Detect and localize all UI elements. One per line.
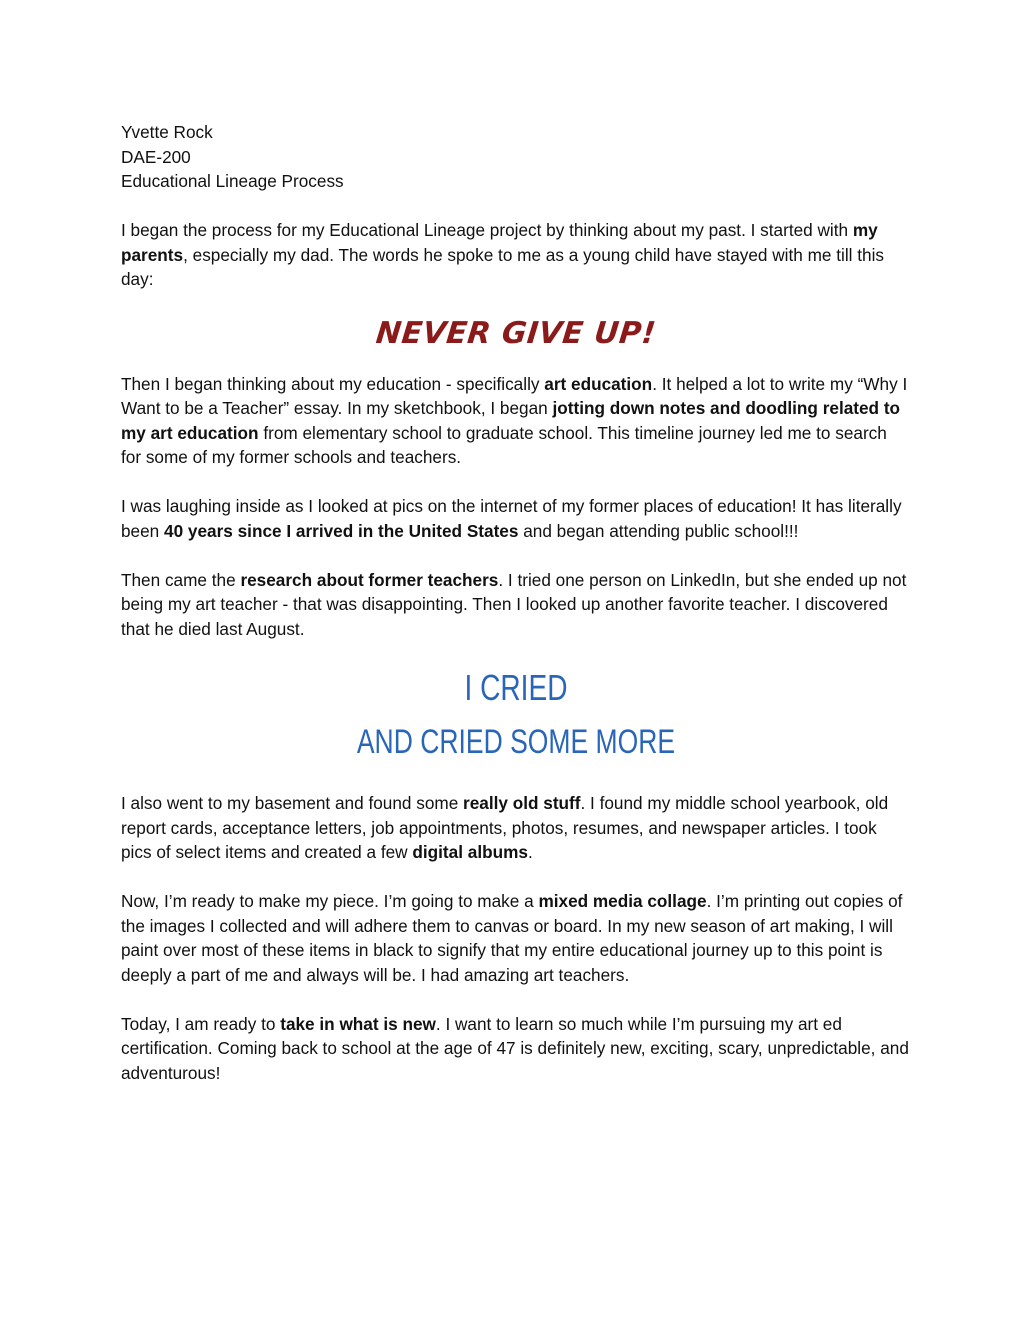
bold-phrase: 40 years since I arrived in the United States <box>164 520 519 541</box>
paragraph-text: I began the process for my Educational Lineage project by thinking about my past. I started with <box>121 220 853 240</box>
bold-phrase: digital albums <box>412 842 528 862</box>
paragraph-text: Then came the <box>121 569 241 590</box>
paragraph-text: from elementary school to graduate school. This timeline journey led me to search for some of my former schools and teachers. <box>121 422 887 467</box>
paragraph-text: . I tried one person on LinkedIn, but she ended up not being my art teacher - that was disappointing. Then I looked up another favorite teacher. I discovered that he died last August. <box>121 569 907 639</box>
course-code: DAE-200 <box>121 146 191 167</box>
paragraph-text: . It helped a lot to write my “Why I Want to be a Teacher” essay. In my sketchbook, I began <box>121 373 908 418</box>
paragraph-text: . <box>527 842 533 862</box>
paragraph-laughing <box>121 494 911 543</box>
bold-phrase: mixed media collage <box>538 891 707 911</box>
paragraph-text: Then I began thinking about my education - specifically <box>121 373 545 394</box>
paragraph-text: and began attending public school!!! <box>518 520 799 541</box>
paragraph-text: , especially my dad. The words he spoke to me as a young child have stayed with me till this day: <box>121 244 884 289</box>
bold-phrase: jotting down notes and doodling related to my art education <box>121 398 901 443</box>
paragraph-text: . I’m printing out copies of the images I collected and will adhere them to canvas or board. In my new season of art making, I will paint over most of these items in black to signify that my entire educational journey up to this point is deeply a part of me and always will be. I had amazing art teachers. <box>121 891 903 985</box>
paragraph-art-education <box>121 372 911 470</box>
paragraph-collage <box>121 889 911 987</box>
paragraph-parents <box>121 218 911 292</box>
paragraph-text: . I want to learn so much while I’m pursuing my art ed certification. Coming back to school at the age of 47 is definitely new, exciting, scary, unpredictable, and adventurous! <box>121 1013 909 1083</box>
paragraph-basement <box>121 791 911 865</box>
callout-never-give-up: NEVER GIVE UP! <box>374 315 658 351</box>
document-title: Educational Lineage Process <box>121 171 344 191</box>
callout-line-2: AND CRIED SOME MORE <box>356 723 676 761</box>
bold-phrase: research about former teachers <box>240 569 499 590</box>
paragraph-text: I was laughing inside as I looked at pics on the internet of my former places of education! It has literally been <box>121 496 902 541</box>
bold-phrase: my parents <box>121 220 878 265</box>
bold-phrase: really old stuff <box>463 793 581 813</box>
bold-phrase: take in what is new <box>280 1013 436 1034</box>
callout-line-1: I CRIED <box>464 667 568 708</box>
paragraph-text: . I found my middle school yearbook, old report cards, acceptance letters, job appointments, photos, resumes, and newspaper articles. I took pics of select items and created a few <box>121 793 889 862</box>
document-page <box>121 120 911 1085</box>
author-name: Yvette Rock <box>121 122 213 142</box>
callout-i-cried <box>121 661 911 769</box>
paragraph-text: Today, I am ready to <box>121 1013 281 1034</box>
paragraph-today <box>121 1012 911 1086</box>
paragraph-text: Now, I’m ready to make my piece. I’m going to make a <box>121 891 539 911</box>
paragraph-text: I also went to my basement and found some <box>121 793 464 813</box>
paragraph-research <box>121 568 911 642</box>
bold-phrase: art education <box>544 373 653 394</box>
